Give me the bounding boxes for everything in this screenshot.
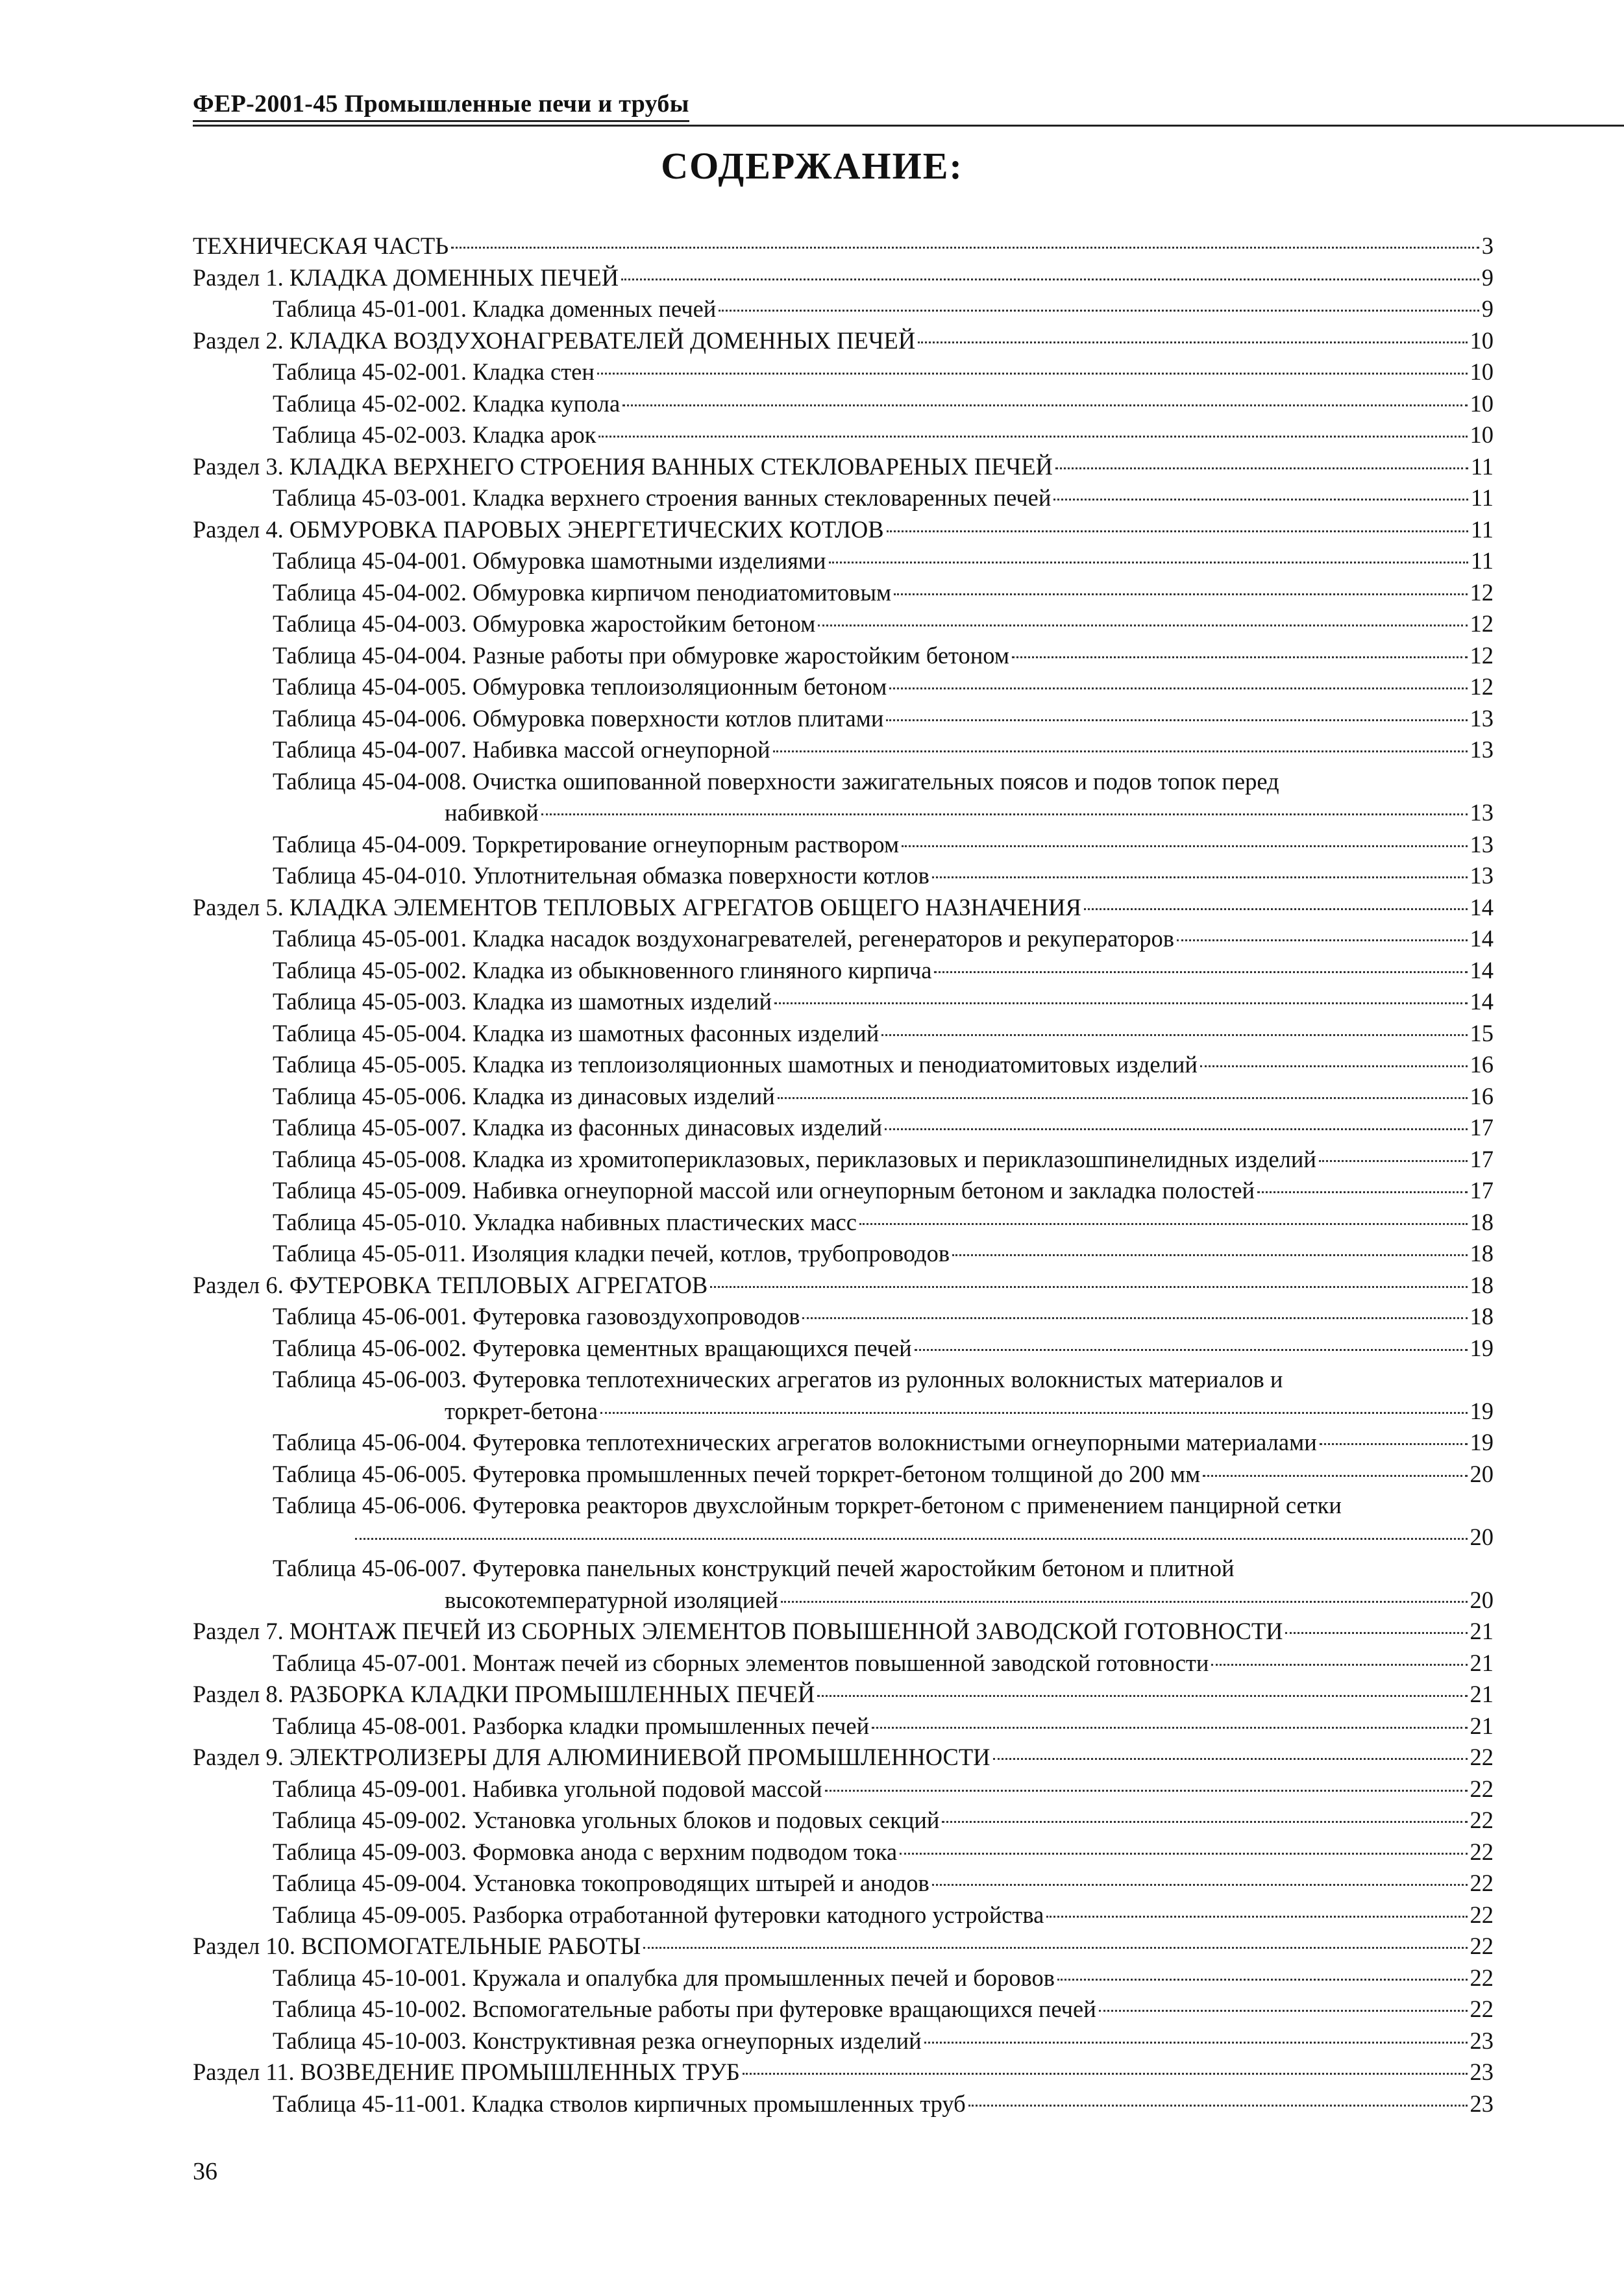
toc-table-entry[interactable] xyxy=(193,545,1494,577)
toc-table-entry[interactable] xyxy=(193,1774,1494,1805)
toc-page-number: 22 xyxy=(1470,1744,1494,1770)
dot-leader xyxy=(541,813,1468,815)
toc-page-number: 12 xyxy=(1470,673,1494,700)
toc-page-number: 22 xyxy=(1470,1775,1494,1802)
toc-entry-title: Таблица 45-11-001. Кладка стволов кирпичных промышленных труб xyxy=(273,2090,966,2117)
toc-page-number: 23 xyxy=(1470,2090,1494,2117)
toc-entry-title: Раздел 11. ВОЗВЕДЕНИЕ ПРОМЫШЛЕННЫХ ТРУБ xyxy=(193,2059,740,2085)
dot-leader xyxy=(600,1412,1467,1414)
toc-table-entry[interactable] xyxy=(193,1805,1494,1837)
toc-table-entry[interactable] xyxy=(193,1364,1494,1427)
toc-entry-title: Таблица 45-09-002. Установка угольных блоков и подовых секций xyxy=(273,1807,940,1833)
dot-leader xyxy=(942,1821,1467,1823)
toc-entry-title-continued: торкрет-бетона xyxy=(445,1397,598,1424)
toc-table-entry[interactable] xyxy=(193,955,1494,987)
dot-leader xyxy=(1285,1632,1467,1634)
toc-table-entry[interactable] xyxy=(193,1899,1494,1931)
dot-leader xyxy=(1053,499,1468,501)
running-header xyxy=(193,90,1624,127)
toc-table-entry[interactable] xyxy=(193,1301,1494,1333)
dot-leader xyxy=(818,625,1467,626)
toc-page-number: 20 xyxy=(1470,1523,1494,1550)
toc-page-number: 18 xyxy=(1470,1271,1494,1298)
toc-entry-title: Таблица 45-02-001. Кладка стен xyxy=(273,358,595,385)
toc-page-number: 22 xyxy=(1470,1996,1494,2022)
dot-leader xyxy=(1320,1443,1468,1445)
toc-entry-continuation xyxy=(273,1585,1494,1616)
dot-leader xyxy=(829,562,1468,563)
toc-table-entry[interactable] xyxy=(193,1711,1494,1742)
toc-page-number: 18 xyxy=(1470,1240,1494,1267)
toc-entry-title: Таблица 45-06-005. Футеровка промышленных печей торкрет-бетоном толщиной до 200 мм xyxy=(273,1460,1201,1487)
toc-page-number: 19 xyxy=(1470,1429,1494,1455)
dot-leader xyxy=(934,971,1467,973)
toc-entry-title: Таблица 45-04-005. Обмуровка теплоизоляционным бетоном xyxy=(273,673,887,700)
toc-entry-title: Раздел 8. РАЗБОРКА КЛАДКИ ПРОМЫШЛЕННЫХ ПЕЧЕЙ xyxy=(193,1681,815,1707)
toc-table-entry[interactable] xyxy=(193,1238,1494,1270)
toc-section-entry[interactable] xyxy=(193,892,1494,924)
toc-entry-title: Таблица 45-04-001. Обмуровка шамотными изделиями xyxy=(273,547,826,574)
toc-section-entry[interactable] xyxy=(193,325,1494,357)
toc-entry-continuation xyxy=(273,1396,1494,1428)
dot-leader xyxy=(885,1128,1467,1130)
toc-section-entry[interactable] xyxy=(193,1931,1494,1962)
dot-leader xyxy=(1046,1916,1467,1918)
dot-leader xyxy=(902,845,1467,847)
dot-leader xyxy=(1200,1065,1468,1067)
toc-page-number: 17 xyxy=(1470,1145,1494,1172)
toc-section-entry[interactable] xyxy=(193,451,1494,483)
toc-page-number: 14 xyxy=(1470,893,1494,921)
dot-leader xyxy=(881,1034,1467,1036)
toc-page-number: 9 xyxy=(1481,295,1494,322)
toc-entry-title: Таблица 45-06-003. Футеровка теплотехнических агрегатов из рулонных волокнистых материалов и xyxy=(273,1366,1283,1392)
toc-page-number: 12 xyxy=(1470,578,1494,606)
toc-entry-title: Таблица 45-10-002. Вспомогательные работы при футеровке вращающихся печей xyxy=(273,1996,1096,2022)
toc-page-number: 23 xyxy=(1470,2059,1494,2085)
toc-page-number: 3 xyxy=(1481,232,1494,259)
toc-page-number: 22 xyxy=(1470,1933,1494,1959)
dot-leader xyxy=(778,1097,1468,1099)
toc-table-entry[interactable] xyxy=(193,734,1494,766)
toc-entry-title: Раздел 2. КЛАДКА ВОЗДУХОНАГРЕВАТЕЛЕЙ ДОМЕННЫХ ПЕЧЕЙ xyxy=(193,327,916,354)
dot-leader xyxy=(598,436,1467,438)
toc-entry-title: Таблица 45-05-004. Кладка из шамотных фасонных изделий xyxy=(273,1019,880,1046)
dot-leader xyxy=(621,278,1479,280)
toc-page-number: 13 xyxy=(1470,704,1494,732)
toc-page-number: 17 xyxy=(1470,1177,1494,1204)
toc-table-entry[interactable] xyxy=(193,388,1494,420)
dot-leader xyxy=(1057,1979,1468,1981)
toc-section-entry[interactable] xyxy=(193,1616,1494,1648)
toc-page-number: 20 xyxy=(1470,1586,1494,1613)
dot-leader xyxy=(802,1317,1467,1319)
dot-leader xyxy=(622,404,1467,406)
toc-table-entry[interactable] xyxy=(193,766,1494,829)
toc-section-entry[interactable] xyxy=(193,2057,1494,2088)
dot-leader xyxy=(886,719,1467,721)
dot-leader xyxy=(1203,1475,1467,1477)
toc-section-entry[interactable] xyxy=(193,514,1494,546)
toc-entry-title: Раздел 3. КЛАДКА ВЕРХНЕГО СТРОЕНИЯ ВАННЫХ СТЕКЛОВАРЕНЫХ ПЕЧЕЙ xyxy=(193,452,1053,480)
toc-page-number: 21 xyxy=(1470,1712,1494,1739)
toc-entry-title: Таблица 45-03-001. Кладка верхнего строения ванных стекловаренных печей xyxy=(273,484,1052,511)
toc-table-entry[interactable] xyxy=(193,293,1494,325)
toc-page-number: 10 xyxy=(1470,327,1494,354)
toc-table-entry[interactable] xyxy=(193,1175,1494,1207)
toc-page-number: 23 xyxy=(1470,2027,1494,2054)
toc-table-entry[interactable] xyxy=(193,829,1494,861)
toc-entry-title: Раздел 4. ОБМУРОВКА ПАРОВЫХ ЭНЕРГЕТИЧЕСКИХ КОТЛОВ xyxy=(193,515,884,543)
toc-table-entry[interactable] xyxy=(193,1868,1494,1899)
toc-page-number: 10 xyxy=(1470,390,1494,417)
toc-table-entry[interactable] xyxy=(193,2025,1494,2057)
dot-leader xyxy=(1211,1664,1467,1666)
toc-table-entry[interactable] xyxy=(193,1553,1494,1616)
dot-leader xyxy=(968,2105,1468,2107)
toc-entry-title: Таблица 45-05-006. Кладка из динасовых изделий xyxy=(273,1082,775,1109)
toc-table-entry[interactable] xyxy=(193,923,1494,955)
toc-table-entry[interactable] xyxy=(193,1837,1494,1868)
toc-page-number: 15 xyxy=(1470,1019,1494,1046)
toc-page-number: 13 xyxy=(1470,736,1494,763)
toc-entry-title: Таблица 45-04-002. Обмуровка кирпичом пенодиатомитовым xyxy=(273,578,892,606)
toc-entry-continuation xyxy=(273,1522,1494,1553)
toc-entry-title: Таблица 45-05-005. Кладка из теплоизоляционных шамотных и пенодиатомитовых изделий xyxy=(273,1051,1198,1078)
dot-leader xyxy=(773,750,1468,752)
toc-page-number: 17 xyxy=(1470,1114,1494,1141)
dot-leader xyxy=(887,530,1468,532)
toc-page-number: 22 xyxy=(1470,1964,1494,1991)
toc-table-entry[interactable] xyxy=(193,482,1494,514)
toc-entry-title: Таблица 45-04-009. Торкретирование огнеупорным раствором xyxy=(273,830,900,858)
toc-page-number: 14 xyxy=(1470,988,1494,1015)
toc-entry-title: Таблица 45-05-003. Кладка из шамотных изделий xyxy=(273,988,772,1015)
toc-table-entry[interactable] xyxy=(193,1648,1494,1679)
toc-page-number: 21 xyxy=(1470,1649,1494,1676)
toc-entry-title: Таблица 45-04-003. Обмуровка жаростойким бетоном xyxy=(273,610,816,637)
toc-table-entry[interactable] xyxy=(193,1333,1494,1365)
page-title: СОДЕРЖАНИЕ: xyxy=(661,145,963,187)
toc-section-entry[interactable] xyxy=(193,1742,1494,1774)
dot-leader xyxy=(774,1002,1468,1004)
toc-entry-title: Таблица 45-05-001. Кладка насадок воздухонагревателей, регенераторов и рекуператоров xyxy=(273,925,1174,952)
toc-page-number: 21 xyxy=(1470,1618,1494,1644)
toc-entry-title-continued: высокотемпературной изоляцией xyxy=(445,1586,779,1613)
toc-page-number: 16 xyxy=(1470,1051,1494,1078)
toc-page-number: 12 xyxy=(1470,610,1494,637)
dot-leader xyxy=(1177,939,1468,941)
toc-page-number: 19 xyxy=(1470,1397,1494,1424)
toc-page-number: 13 xyxy=(1470,862,1494,889)
toc-entry-title: Таблица 45-06-004. Футеровка теплотехнических агрегатов волокнистыми огнеупорными материалами xyxy=(273,1429,1317,1455)
toc-page-number: 10 xyxy=(1470,421,1494,448)
toc-page-number: 14 xyxy=(1470,956,1494,983)
dot-leader xyxy=(894,593,1467,595)
toc-table-entry[interactable] xyxy=(193,1049,1494,1081)
toc-table-entry[interactable] xyxy=(193,1994,1494,2025)
dot-leader xyxy=(918,341,1467,343)
toc-table-entry[interactable] xyxy=(193,860,1494,892)
toc-entry-title: Таблица 45-01-001. Кладка доменных печей xyxy=(273,295,717,322)
toc-table-entry[interactable] xyxy=(193,419,1494,451)
dot-leader xyxy=(993,1758,1468,1760)
dot-leader xyxy=(932,1884,1468,1886)
toc-entry-title: Таблица 45-06-006. Футеровка реакторов двухслойным торкрет-бетоном с применением панцирной сетки xyxy=(273,1492,1342,1518)
dot-leader xyxy=(924,2042,1468,2044)
toc-table-entry[interactable] xyxy=(193,1490,1494,1553)
toc-page-number: 22 xyxy=(1470,1901,1494,1928)
toc-page-number: 16 xyxy=(1470,1082,1494,1109)
toc-entry-title: Таблица 45-04-008. Очистка ошипованной поверхности зажигательных поясов и подов топок перед xyxy=(273,767,1279,795)
dot-leader xyxy=(1055,467,1468,469)
dot-leader xyxy=(817,1695,1467,1697)
toc-entry-title: Таблица 45-04-010. Уплотнительная обмазка поверхности котлов xyxy=(273,862,929,889)
toc-table-entry[interactable] xyxy=(193,1112,1494,1144)
dot-leader xyxy=(355,1538,1468,1540)
toc-entry-title: Таблица 45-09-005. Разборка отработанной футеровки катодного устройства xyxy=(273,1901,1044,1928)
toc-page-number: 22 xyxy=(1470,1807,1494,1833)
toc-entry-title: Раздел 1. КЛАДКА ДОМЕННЫХ ПЕЧЕЙ xyxy=(193,264,619,291)
page-number: 36 xyxy=(193,2158,217,2185)
toc-entry-title: Таблица 45-06-002. Футеровка цементных вращающихся печей xyxy=(273,1334,912,1361)
toc-table-entry[interactable] xyxy=(193,1144,1494,1176)
toc-page-number: 22 xyxy=(1470,1838,1494,1865)
toc-entry-continuation xyxy=(273,797,1494,829)
toc-table-entry[interactable] xyxy=(193,671,1494,703)
toc-table-entry[interactable] xyxy=(193,1427,1494,1459)
toc-entry-title: Раздел 7. МОНТАЖ ПЕЧЕЙ ИЗ СБОРНЫХ ЭЛЕМЕНТОВ ПОВЫШЕННОЙ ЗАВОДСКОЙ ГОТОВНОСТИ xyxy=(193,1618,1283,1644)
toc-entry-title: Таблица 45-05-008. Кладка из хромитопериклазовых, периклазовых и периклазошпинелидных изделий xyxy=(273,1145,1316,1172)
toc-table-entry[interactable] xyxy=(193,608,1494,640)
dot-leader xyxy=(889,687,1467,689)
toc-page-number: 18 xyxy=(1470,1208,1494,1235)
toc-page-number: 14 xyxy=(1470,925,1494,952)
toc-page-number: 20 xyxy=(1470,1460,1494,1487)
toc-entry-title: Таблица 45-08-001. Разборка кладки промышленных печей xyxy=(273,1712,870,1739)
dot-leader xyxy=(743,2073,1468,2075)
toc-page-number: 11 xyxy=(1470,515,1494,543)
toc-table-entry[interactable] xyxy=(193,640,1494,672)
toc-entry-title: Таблица 45-09-003. Формовка анода с верхним подводом тока xyxy=(273,1838,898,1865)
dot-leader xyxy=(900,1853,1467,1855)
dot-leader xyxy=(1319,1160,1468,1162)
toc-entry-title: Таблица 45-02-002. Кладка купола xyxy=(273,390,621,417)
dot-leader xyxy=(915,1349,1468,1351)
dot-leader xyxy=(719,310,1479,312)
toc-entry-title-continued: набивкой xyxy=(445,799,539,826)
toc-entry-title: Раздел 6. ФУТЕРОВКА ТЕПЛОВЫХ АГРЕГАТОВ xyxy=(193,1271,708,1298)
dot-leader xyxy=(597,373,1468,375)
toc-entry-title: Таблица 45-02-003. Кладка арок xyxy=(273,421,597,448)
dot-leader xyxy=(932,876,1468,878)
toc-entry-title: Таблица 45-05-002. Кладка из обыкновенного глиняного кирпича xyxy=(273,956,932,983)
toc-entry-title: ТЕХНИЧЕСКАЯ ЧАСТЬ xyxy=(193,232,449,259)
dot-leader xyxy=(1257,1191,1467,1193)
toc-page-number: 13 xyxy=(1470,830,1494,858)
toc-table-entry[interactable] xyxy=(193,986,1494,1018)
dot-leader xyxy=(1012,656,1468,658)
toc-entry-title: Раздел 10. ВСПОМОГАТЕЛЬНЫЕ РАБОТЫ xyxy=(193,1933,641,1959)
toc-section-entry[interactable] xyxy=(193,1270,1494,1302)
toc-table-entry[interactable] xyxy=(193,1207,1494,1239)
toc-page-number: 18 xyxy=(1470,1303,1494,1330)
toc-entry-title: Таблица 45-06-001. Футеровка газовоздухопроводов xyxy=(273,1303,800,1330)
toc-page-number: 11 xyxy=(1470,484,1494,511)
toc-page-number: 12 xyxy=(1470,641,1494,669)
dot-leader xyxy=(1084,908,1468,910)
dot-leader xyxy=(872,1727,1467,1729)
dot-leader xyxy=(781,1601,1467,1603)
toc-entry-title: Таблица 45-05-011. Изоляция кладки печей, котлов, трубопроводов xyxy=(273,1240,950,1267)
toc-entry-title: Таблица 45-09-001. Набивка угольной подовой массой xyxy=(273,1775,822,1802)
toc-entry-title: Таблица 45-10-003. Конструктивная резка огнеупорных изделий xyxy=(273,2027,922,2054)
toc-page-number: 9 xyxy=(1481,264,1494,291)
dot-leader xyxy=(859,1223,1468,1225)
toc-entry-title: Таблица 45-04-006. Обмуровка поверхности котлов плитами xyxy=(273,704,884,732)
toc-table-entry[interactable] xyxy=(193,2088,1494,2120)
toc-entry-title: Таблица 45-05-007. Кладка из фасонных динасовых изделий xyxy=(273,1114,883,1141)
toc-table-entry[interactable] xyxy=(193,1018,1494,1050)
toc-entry-title: Таблица 45-10-001. Кружала и опалубка для промышленных печей и боровов xyxy=(273,1964,1055,1991)
header-title: ФЕР-2001-45 Промышленные печи и трубы xyxy=(193,90,689,118)
dot-leader xyxy=(451,247,1479,249)
dot-leader xyxy=(952,1254,1467,1256)
toc-page-number: 13 xyxy=(1470,799,1494,826)
toc-entry-title: Раздел 9. ЭЛЕКТРОЛИЗЕРЫ ДЛЯ АЛЮМИНИЕВОЙ ПРОМЫШЛЕННОСТИ xyxy=(193,1744,990,1770)
toc-table-entry[interactable] xyxy=(193,703,1494,735)
toc-page-number: 19 xyxy=(1470,1334,1494,1361)
toc-section-entry[interactable] xyxy=(193,262,1494,294)
toc-entry-title: Таблица 45-05-010. Укладка набивных пластических масс xyxy=(273,1208,857,1235)
toc-entry-title: Таблица 45-04-007. Набивка массой огнеупорной xyxy=(273,736,770,763)
toc-entry-title: Раздел 5. КЛАДКА ЭЛЕМЕНТОВ ТЕПЛОВЫХ АГРЕГАТОВ ОБЩЕГО НАЗНАЧЕНИЯ xyxy=(193,893,1081,921)
dot-leader xyxy=(710,1286,1467,1288)
toc-section-entry[interactable] xyxy=(193,1679,1494,1711)
toc-entry-title: Таблица 45-09-004. Установка токопроводящих штырей и анодов xyxy=(273,1870,929,1896)
toc-entry-title: Таблица 45-07-001. Монтаж печей из сборных элементов повышенной заводской готовности xyxy=(273,1649,1209,1676)
table-of-contents xyxy=(193,230,1494,2120)
toc-table-entry[interactable] xyxy=(193,356,1494,388)
toc-table-entry[interactable] xyxy=(193,1459,1494,1491)
dot-leader xyxy=(825,1790,1468,1792)
dot-leader xyxy=(643,1947,1467,1949)
toc-section-entry[interactable] xyxy=(193,230,1494,262)
toc-page-number: 11 xyxy=(1470,452,1494,480)
dot-leader xyxy=(1099,2010,1468,2012)
toc-table-entry[interactable] xyxy=(193,577,1494,609)
toc-table-entry[interactable] xyxy=(193,1081,1494,1113)
toc-entry-title: Таблица 45-06-007. Футеровка панельных конструкций печей жаростойким бетоном и плитной xyxy=(273,1555,1235,1581)
toc-page-number: 21 xyxy=(1470,1681,1494,1707)
toc-page-number: 10 xyxy=(1470,358,1494,385)
toc-entry-title: Таблица 45-05-009. Набивка огнеупорной массой или огнеупорным бетоном и закладка полостей xyxy=(273,1177,1255,1204)
toc-page-number: 22 xyxy=(1470,1870,1494,1896)
toc-entry-title: Таблица 45-04-004. Разные работы при обмуровке жаростойким бетоном xyxy=(273,641,1009,669)
toc-page-number: 11 xyxy=(1470,547,1494,574)
toc-table-entry[interactable] xyxy=(193,1962,1494,1994)
